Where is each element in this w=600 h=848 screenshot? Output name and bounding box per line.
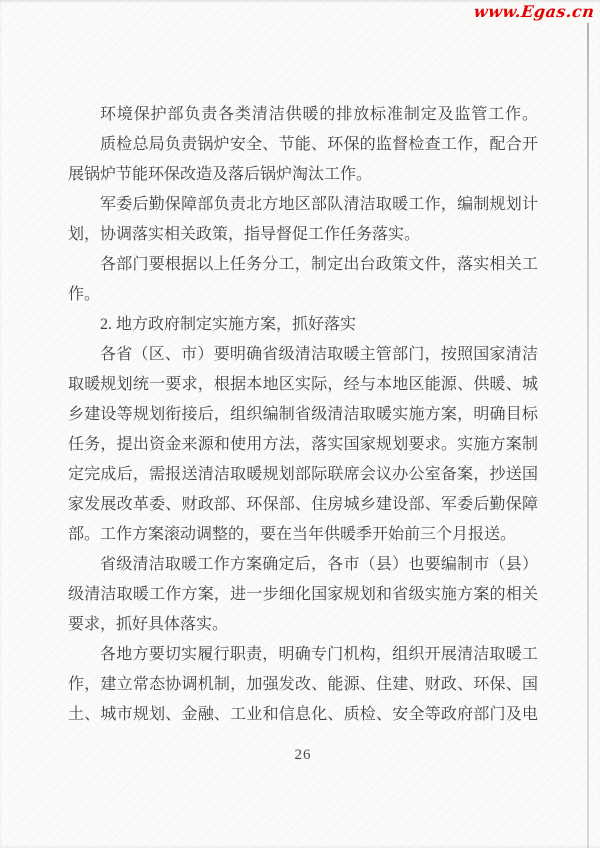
scan-artifact-line bbox=[587, 23, 589, 848]
text-line: 要求，抓好具体落实。 bbox=[68, 616, 229, 633]
text-line: 各省（区、市）要明确省级清洁取暖主管部门，按照国家清洁 bbox=[100, 346, 538, 363]
document-body bbox=[68, 100, 538, 730]
text-line: 划，协调落实相关政策，指导督促工作任务落实。 bbox=[68, 226, 421, 243]
text-line: 级清洁取暖工作方案，进一步细化国家规划和省级实施方案的相关 bbox=[68, 586, 538, 603]
text-line: 家发展改革委、财政部、环保部、住房城乡建设部、军委后勤保障 bbox=[68, 496, 538, 513]
text-line: 任务，提出资金来源和使用方法，落实国家规划要求。实施方案制 bbox=[68, 436, 538, 453]
text-line: 各部门要根据以上任务分工，制定出台政策文件，落实相关工 bbox=[100, 256, 538, 273]
text-line: 部。工作方案滚动调整的，要在当年供暖季开始前三个月报送。 bbox=[68, 526, 517, 543]
text-line: 作，建立常态协调机制，加强发改、能源、住建、财政、环保、国 bbox=[68, 676, 538, 693]
site-watermark: www.Egas.cn bbox=[472, 2, 595, 21]
page-number: 26 bbox=[294, 747, 312, 763]
text-line: 质检总局负责锅炉安全、节能、环保的监督检查工作，配合开 bbox=[100, 136, 538, 153]
text-line: 土、城市规划、金融、工业和信息化、质检、安全等政府部门及电 bbox=[68, 706, 538, 723]
text-line: 军委后勤保障部负责北方地区部队清洁取暖工作，编制规划计 bbox=[100, 196, 538, 213]
text-line: 取暖规划统一要求，根据本地区实际，经与本地区能源、供暖、城 bbox=[68, 376, 538, 393]
text-line: 作。 bbox=[68, 286, 101, 303]
text-line: 环境保护部负责各类清洁供暖的排放标准制定及监管工作。 bbox=[100, 106, 538, 123]
text-line: 展锅炉节能环保改造及落后锅炉淘汰工作。 bbox=[68, 166, 373, 183]
text-line: 定完成后，需报送清洁取暖规划部际联席会议办公室备案，抄送国 bbox=[68, 466, 538, 483]
text-line: 省级清洁取暖工作方案确定后，各市（县）也要编制市（县） bbox=[100, 556, 538, 573]
text-line: 乡建设等规划衔接后，组织编制省级清洁取暖实施方案，明确目标 bbox=[68, 406, 538, 423]
section-heading: 2. 地方政府制定实施方案，抓好落实 bbox=[100, 316, 357, 333]
text-line: 各地方要切实履行职责，明确专门机构，组织开展清洁取暖工 bbox=[100, 646, 538, 663]
